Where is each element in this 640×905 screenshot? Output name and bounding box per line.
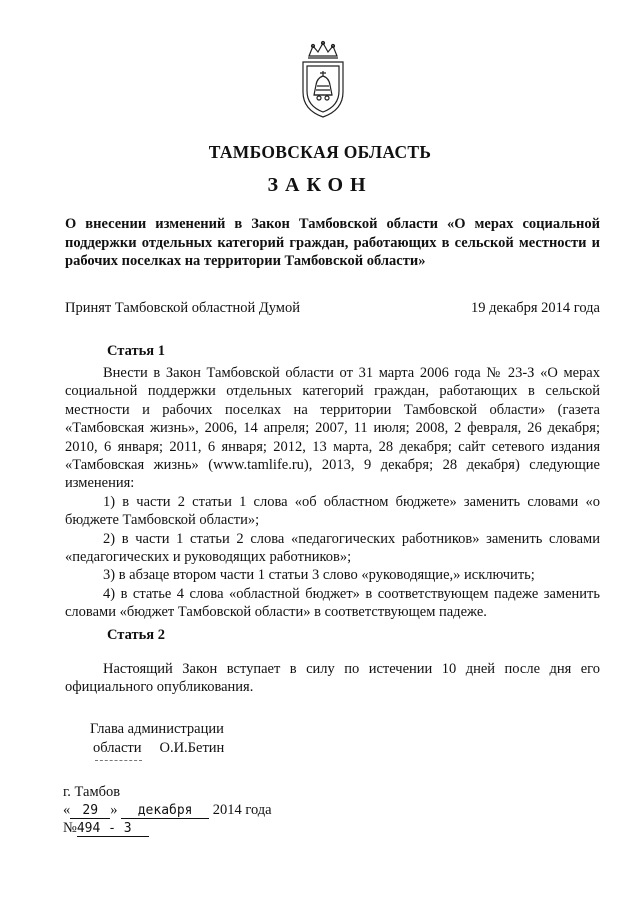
article-1-heading: Статья 1 (107, 343, 165, 359)
article-2-text: Настоящий Закон вступает в силу по истечении 10 дней после дня его официального опубликования. (65, 661, 600, 696)
date-year: 2014 года (212, 802, 272, 818)
article-1-body (65, 364, 600, 622)
law-number: 494 - З (77, 821, 149, 837)
document-type: ЗАКОН (267, 174, 373, 196)
date-month: декабря (121, 803, 209, 819)
article-2-heading: Статья 2 (107, 627, 165, 643)
signatory-name: О.И.Бетин (159, 740, 225, 756)
adoption-line (65, 300, 600, 317)
number-sign: № (63, 820, 77, 836)
date-day: 29 (70, 803, 110, 819)
signing-date: « 29 » декабря 2014 года (63, 802, 272, 818)
amendment-item: 2) в части 1 статьи 2 слова «педагогических работников» заменить словами «педагогических и руководящих работников»; (65, 530, 600, 566)
signature-block (90, 720, 224, 758)
city: г. Тамбов (63, 784, 121, 800)
signatory-position-2: области (93, 740, 142, 756)
law-number-line (63, 820, 149, 837)
amendment-item: 4) в статье 4 слова «областной бюджет» в соответствующем падеже заменить словами «бюджет Тамбовской области» в соответствующем падеже. (65, 585, 600, 621)
adoption-date: 19 декабря 2014 года (471, 300, 600, 316)
signatory-position: Глава администрации (90, 721, 224, 737)
law-title: О внесении изменений в Закон Тамбовской области «О мерах социальной поддержки отдельных категорий граждан, работающих в сельской местности и рабочих поселках на территории Тамбовской области» (65, 216, 600, 269)
signature-mark (95, 760, 142, 761)
tambov-coat-of-arms-icon (297, 40, 349, 120)
amendment-item: 3) в абзаце втором части 1 статьи 3 слово «руководящие,» исключить; (103, 567, 535, 584)
article-1-intro: Внести в Закон Тамбовской области от 31 марта 2006 года № 23-З «О мерах социальной поддержки отдельных категорий граждан, работающих в сельской местности и рабочих поселках на территории Тамбовской области» (газета «Тамбовская жизнь», 2006, 14 апреля; 2007, 11 июля; 2008, 2 февраля, 26 декабря; 2010, 6 января; 2011, 6 января; 2012, 13 марта, 28 декабря; сайт сетевого издания «Тамбовская жизнь» (www.tamlife.ru), 2013, 9 декабря; 28 декабря) следующие изменения: (65, 365, 600, 492)
amendment-item: 1) в части 2 статьи 1 слова «об областном бюджете» заменить словами «о бюджете Тамбовской области»; (65, 493, 600, 529)
adopted-by: Принят Тамбовской областной Думой (65, 300, 300, 316)
region-name: ТАМБОВСКАЯ ОБЛАСТЬ (208, 142, 432, 162)
article-2-body (65, 660, 600, 697)
